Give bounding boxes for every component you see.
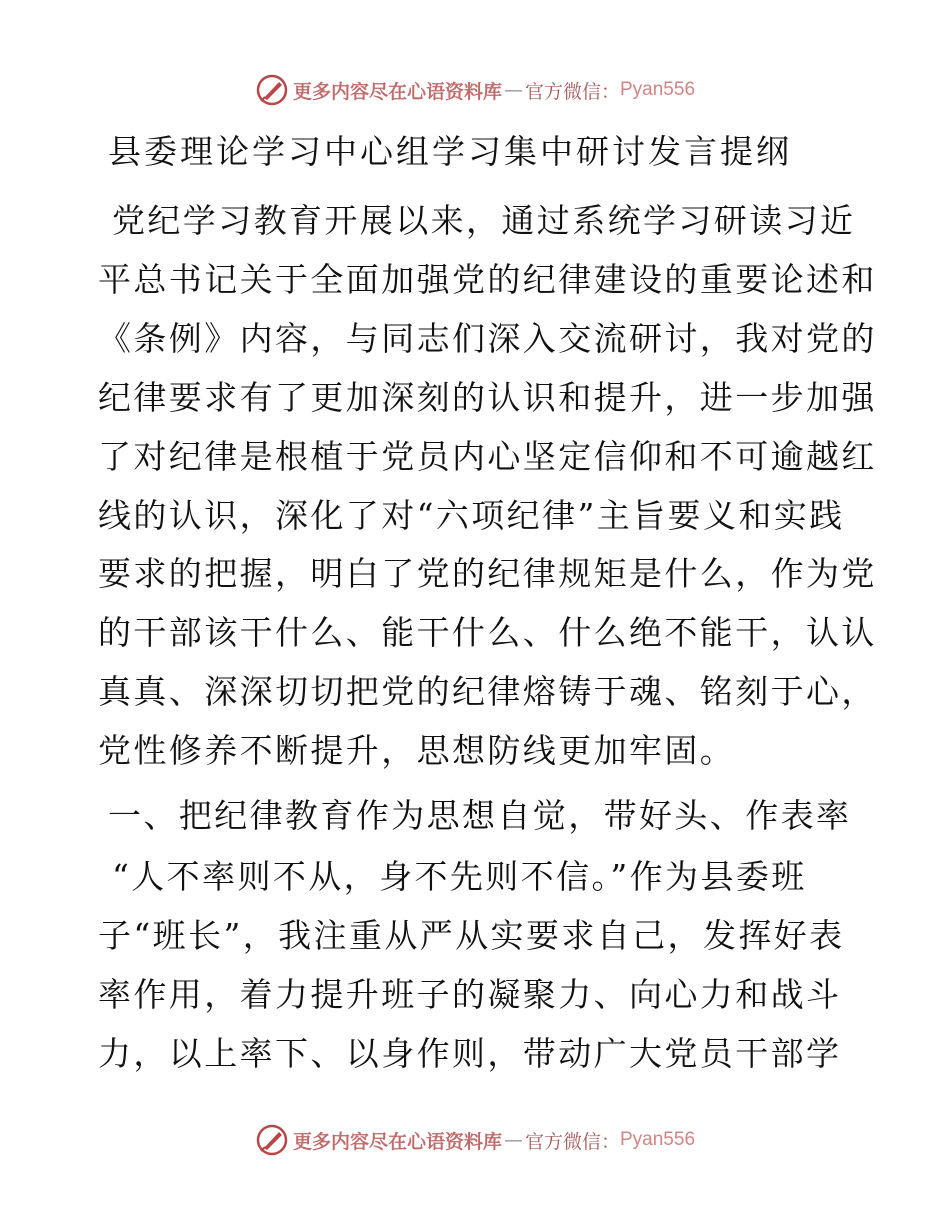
- paragraph-line: 要求的把握，明白了党的纪律规矩是什么，作为党: [98, 554, 877, 594]
- paragraph-line: 率作用，着力提升班子的凝聚力、向心力和战斗: [98, 974, 842, 1014]
- watermark-dash: —: [503, 79, 523, 101]
- watermark-wechat-id: Pyan556: [620, 1129, 696, 1150]
- watermark-main-text: 更多内容尽在心语资料库: [292, 1130, 502, 1153]
- paragraph-line: 真真、深深切切把党的纪律熔铸于魂、铭刻于心，: [98, 672, 877, 712]
- paragraph-line: 党性修养不断提升，思想防线更加牢固。: [98, 731, 736, 771]
- quill-pen-logo-icon: [255, 73, 289, 107]
- watermark-main-text: 更多内容尽在心语资料库: [292, 80, 502, 103]
- paragraph-line: 党纪学习教育开展以来，通过系统学习研读习近: [112, 201, 856, 240]
- paragraph-line: 线的认识，深化了对“六项纪律”主旨要义和实践: [98, 495, 845, 535]
- watermark-footer: [0, 1122, 950, 1158]
- watermark-dash: —: [503, 1129, 523, 1151]
- watermark-wechat-label: 官方微信：: [524, 1130, 620, 1153]
- paragraph-section-1: [98, 848, 858, 1084]
- paragraph-line: 了对纪律是根植于党员内心坚定信仰和不可逾越红: [98, 436, 877, 476]
- paragraph-line: 的干部该干什么、能干什么、什么绝不能干，认认: [98, 613, 877, 653]
- paragraph-line: 《条例》内容，与同志们深入交流研讨，我对党的: [98, 318, 877, 358]
- section-heading: 一、把纪律教育作为思想自觉，带好头、作表率: [108, 796, 852, 835]
- watermark-wechat-id: Pyan556: [620, 79, 696, 100]
- paragraph-line: 纪律要求有了更加深刻的认识和提升，进一步加强: [98, 377, 877, 417]
- quill-pen-logo-icon: [255, 1123, 289, 1157]
- watermark-wechat-label: 官方微信：: [524, 80, 620, 103]
- paragraph-intro: [98, 192, 877, 781]
- paragraph-line: 力，以上率下、以身作则，带动广大党员干部学: [98, 1033, 842, 1073]
- paragraph-line: “人不率则不从，身不先则不信。”作为县委班: [112, 857, 807, 896]
- watermark-header: [0, 72, 950, 108]
- paragraph-line: 子“班长”，我注重从严从实要求自己，发挥好表: [98, 915, 845, 955]
- paragraph-line: 平总书记关于全面加强党的纪律建设的重要论述和: [98, 259, 877, 299]
- document-title: 县委理论学习中心组学习集中研讨发言提纲: [108, 132, 792, 171]
